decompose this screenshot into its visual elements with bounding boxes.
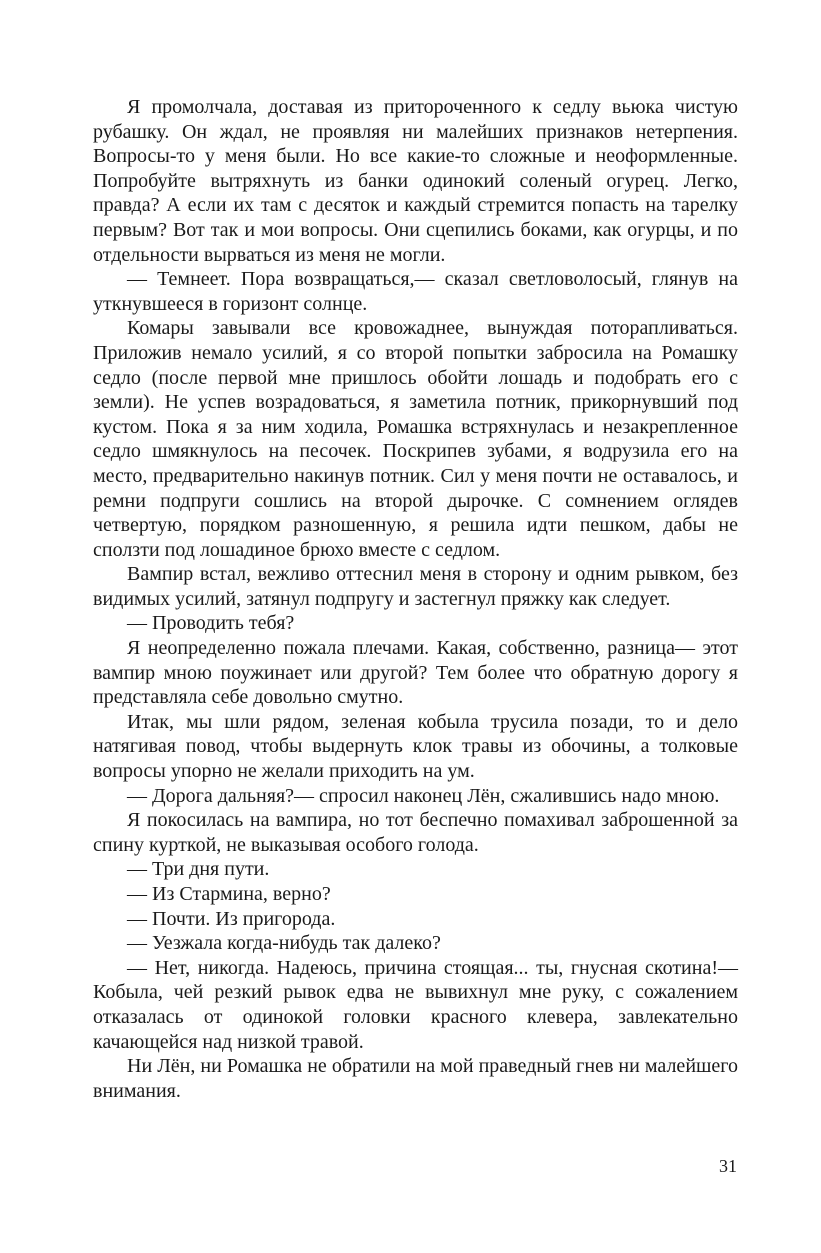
paragraph-6: Я неопределенно пожала плечами. Какая, собственно, разница— этот вампир мною поужинает или другой? Тем более что обратную дорогу я представляла себе довольно смутно. (93, 637, 738, 709)
paragraph-3: Комары завывали все кровожаднее, вынуждая поторапливаться. Приложив немало усилий, я со второй попытки забросила на Ромашку седло (после первой мне пришлось обойти лошадь и подобрать его с земли). Не успев возрадоваться, я заметила потник, прикорнувший под кустом. Пока я за ним ходила, Ромашка встряхнулась и незакрепленное седло шмякнулось на песочек. Поскрипев зубами, я водрузила его на место, предварительно накинув потник. Сил у меня почти не оставалось, и ремни подпруги сошлись на второй дырочке. С сомнением оглядев четвертую, порядком разношенную, я решила идти пешком, дабы не сползти под лошадиное брюхо вместе с седлом. (93, 317, 738, 561)
paragraph-11: — Из Стармина, верно? (127, 883, 331, 905)
paragraph-7: Итак, мы шли рядом, зеленая кобыла трусила позади, то и дело натягивая повод, чтобы выдернуть клок травы из обочины, а толковые вопросы упорно не желали приходить на ум. (93, 710, 738, 783)
paragraph-10: — Три дня пути. (127, 858, 270, 881)
paragraph-12: — Почти. Из пригорода. (127, 907, 336, 930)
paragraph-1: Я промолчала, доставая из притороченного к седлу вьюка чистую рубашку. Он ждал, не проявляя ни малейших признаков нетерпения. Вопросы-то у меня были. Но все какие-то сложные и неоформленные. Попробуйте вытряхнуть из банки одинокий соленый огурец. Легко, правда? А если их там с десяток и каждый стремится попасть на тарелку первым? Вот так и мои вопросы. Они сцепились боками, как огурцы, и по отдельности вырваться из меня не могли. (93, 96, 738, 266)
page-number: 31 (719, 1156, 737, 1176)
paragraph-15: Ни Лён, ни Ромашка не обратили на мой праведный гнев ни малейшего внимания. (93, 1055, 738, 1102)
paragraph-14: — Нет, никогда. Надеюсь, причина стоящая... ты, гнусная скотина!— Кобыла, чей резкий рывок едва не вывихнул мне руку, с сожалением отказалась от одинокой головки красного клевера, завлекательно качающейся над низкой травой. (93, 956, 738, 1053)
paragraph-8: — Дорога дальняя?— спросил наконец Лён, сжалившись надо мною. (127, 784, 720, 807)
paragraph-9: Я покосилась на вампира, но тот беспечно помахивал заброшенной за спину курткой, не выказывая особого голода. (93, 809, 738, 856)
paragraph-2: — Темнеет. Пора возвращаться,— сказал светловолосый, глянув на уткнувшееся в горизонт солнце. (93, 268, 738, 315)
page-text (93, 95, 738, 1103)
paragraph-5: — Проводить тебя? (127, 612, 295, 635)
paragraph-13: — Уезжала когда-нибудь так далеко? (127, 932, 441, 955)
paragraph-4: Вампир встал, вежливо оттеснил меня в сторону и одним рывком, без видимых усилий, затянул подпругу и застегнул пряжку как следует. (93, 563, 738, 610)
